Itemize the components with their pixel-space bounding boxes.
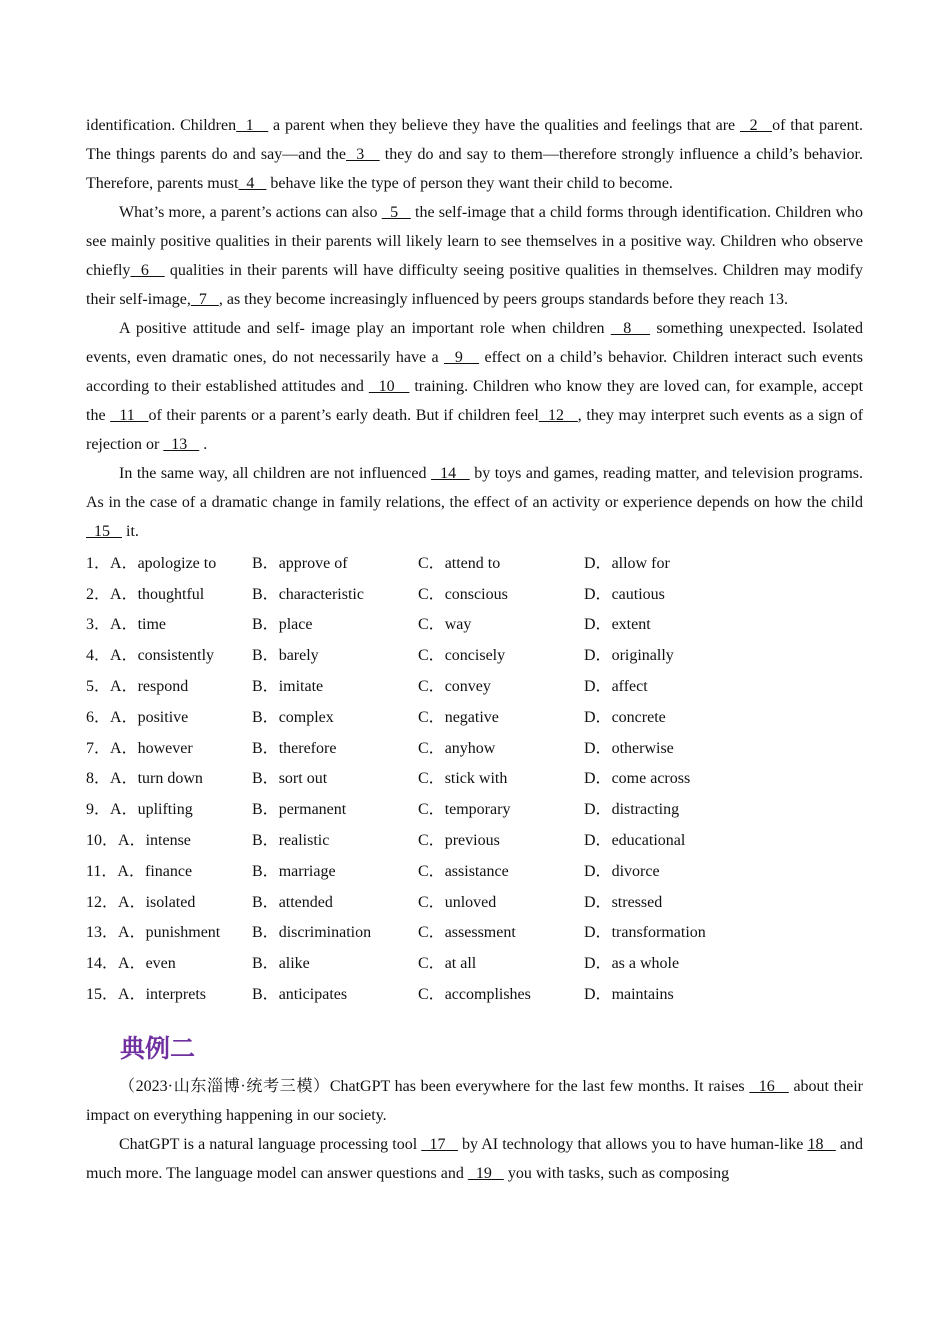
option-text: imitate xyxy=(278,678,324,696)
option-a[interactable] xyxy=(86,946,252,977)
option-letter: B． xyxy=(252,893,279,911)
question-number: 13． xyxy=(86,924,119,942)
option-b[interactable] xyxy=(252,854,418,885)
answer-blank: 8 xyxy=(610,320,651,337)
option-letter: A． xyxy=(118,924,146,942)
option-text: cautious xyxy=(611,585,665,603)
answer-blank: 15 xyxy=(86,523,122,540)
option-d[interactable] xyxy=(584,577,784,608)
passage-1 xyxy=(86,111,863,546)
option-text: consistently xyxy=(137,647,215,665)
option-text: stick with xyxy=(444,770,508,788)
option-letter: C． xyxy=(418,986,445,1004)
passage-2 xyxy=(86,1072,863,1188)
option-b[interactable] xyxy=(252,946,418,977)
answer-blank: 1 xyxy=(236,117,269,134)
option-a[interactable] xyxy=(86,638,252,669)
option-c[interactable] xyxy=(418,823,584,854)
paragraph-text: effect on a child’s behavior. Children interact such events according to their established attitudes and xyxy=(86,349,864,395)
option-text: negative xyxy=(444,708,499,726)
option-d[interactable] xyxy=(584,946,784,977)
answer-blank: 19 xyxy=(467,1164,504,1182)
option-text: therefore xyxy=(278,739,337,757)
option-text: come across xyxy=(611,770,691,788)
paragraph-text: , they may interpret such events as a sign of rejection or xyxy=(86,407,864,453)
option-letter: B． xyxy=(252,647,279,665)
option-b[interactable] xyxy=(252,638,418,669)
option-letter: C． xyxy=(418,955,445,973)
option-text: marriage xyxy=(278,862,336,880)
option-letter: C． xyxy=(418,832,445,850)
question-number: 5． xyxy=(86,678,111,696)
question-number: 6． xyxy=(86,708,111,726)
option-letter: A． xyxy=(110,770,138,788)
option-letter: D． xyxy=(584,678,612,696)
option-c[interactable] xyxy=(418,608,584,639)
option-text: assessment xyxy=(444,924,516,942)
paragraph-text: In the same way, all children are not influenced xyxy=(119,465,432,482)
option-letter: B． xyxy=(252,955,279,973)
options-table xyxy=(86,546,784,1008)
option-text: even xyxy=(145,955,176,973)
option-text: at all xyxy=(444,955,477,973)
answer-blank: 11 xyxy=(110,407,149,424)
option-text: extent xyxy=(611,616,651,634)
option-c[interactable] xyxy=(418,916,584,947)
option-text: attend to xyxy=(444,554,501,572)
paragraph-text: you with tasks, such as composing xyxy=(503,1164,730,1182)
option-letter: D． xyxy=(584,862,612,880)
option-b[interactable] xyxy=(252,700,418,731)
option-d[interactable] xyxy=(584,854,784,885)
option-letter: D． xyxy=(584,801,612,819)
option-a[interactable] xyxy=(86,823,252,854)
option-letter: B． xyxy=(252,708,279,726)
option-text: complex xyxy=(278,708,334,726)
option-text: otherwise xyxy=(611,739,674,757)
question-number: 10． xyxy=(86,832,119,850)
option-letter: B． xyxy=(252,739,279,757)
option-a[interactable] xyxy=(86,854,252,885)
option-text: conscious xyxy=(444,585,508,603)
option-b[interactable] xyxy=(252,762,418,793)
paragraph-text: qualities in their parents will have difficulty seeing positive qualities in themselves. Children may modify their self-image, xyxy=(86,262,863,308)
option-c[interactable] xyxy=(418,977,584,1008)
option-c[interactable] xyxy=(418,792,584,823)
paragraph xyxy=(86,1130,863,1188)
question-number: 1． xyxy=(86,554,111,572)
option-text: divorce xyxy=(611,862,660,880)
answer-blank: 18 xyxy=(807,1135,836,1153)
option-d[interactable] xyxy=(584,977,784,1008)
option-b[interactable] xyxy=(252,546,418,577)
paragraph-text: （2023·山东淄博·统考三模）ChatGPT has been everywhere for the last few months. It raises xyxy=(119,1077,750,1095)
option-a[interactable] xyxy=(86,885,252,916)
option-text: stressed xyxy=(611,893,663,911)
option-letter: D． xyxy=(584,955,612,973)
option-letter: A． xyxy=(110,647,138,665)
question-row xyxy=(86,792,784,823)
option-text: thoughtful xyxy=(137,585,205,603)
option-letter: D． xyxy=(584,708,612,726)
option-text: uplifting xyxy=(137,801,193,819)
paragraph-text: the self-image that a child forms through identification. Children who see mainly positive qualities in their parents will likely learn to see themselves in a positive way. Children who observe chiefly xyxy=(86,204,863,279)
option-letter: B． xyxy=(252,862,279,880)
option-text: previous xyxy=(444,832,500,850)
option-letter: A． xyxy=(110,708,138,726)
section-heading: 典例二 xyxy=(120,1033,196,1063)
option-a[interactable] xyxy=(86,546,252,577)
option-text: intense xyxy=(145,832,191,850)
option-b[interactable] xyxy=(252,977,418,1008)
option-letter: A． xyxy=(110,678,138,696)
option-letter: C． xyxy=(418,924,445,942)
option-text: alike xyxy=(278,955,310,973)
option-letter: A． xyxy=(117,862,145,880)
option-letter: A． xyxy=(110,554,138,572)
option-letter: D． xyxy=(584,893,612,911)
paragraph-text: by AI technology that allows you to have human-like xyxy=(457,1135,808,1153)
option-letter: B． xyxy=(252,832,279,850)
option-letter: A． xyxy=(118,955,146,973)
paragraph-text: , as they become increasingly influenced by peers groups standards before they reach 13. xyxy=(218,291,788,308)
option-text: isolated xyxy=(145,893,196,911)
option-b[interactable] xyxy=(252,669,418,700)
option-c[interactable] xyxy=(418,546,584,577)
option-letter: D． xyxy=(584,924,612,942)
paragraph-text: A positive attitude and self- image play an important role when children xyxy=(119,320,611,337)
answer-blank: 4 xyxy=(238,175,267,192)
option-letter: B． xyxy=(252,924,279,942)
question-row xyxy=(86,946,784,977)
option-letter: B． xyxy=(252,770,279,788)
option-letter: B． xyxy=(252,554,279,572)
option-c[interactable] xyxy=(418,854,584,885)
paragraph-text: something unexpected. Isolated events, even dramatic ones, do not necessarily have a xyxy=(86,320,863,366)
option-text: approve of xyxy=(278,554,348,572)
answer-blank: 10 xyxy=(368,378,410,395)
question-number: 4． xyxy=(86,647,111,665)
option-letter: C． xyxy=(418,862,445,880)
document-page xyxy=(86,111,863,1188)
answer-blank: 2 xyxy=(739,117,773,134)
option-letter: C． xyxy=(418,678,445,696)
paragraph xyxy=(86,459,863,546)
option-text: punishment xyxy=(145,924,221,942)
option-c[interactable] xyxy=(418,885,584,916)
option-letter: D． xyxy=(584,832,612,850)
option-text: positive xyxy=(137,708,189,726)
question-number: 7． xyxy=(86,739,111,757)
option-text: transformation xyxy=(611,924,706,942)
answer-blank: 14 xyxy=(431,465,470,482)
option-a[interactable] xyxy=(86,792,252,823)
option-letter: B． xyxy=(252,986,279,1004)
question-row xyxy=(86,546,784,577)
option-text: respond xyxy=(137,678,189,696)
question-number: 15． xyxy=(86,986,119,1004)
option-text: as a whole xyxy=(611,955,680,973)
option-text: assistance xyxy=(444,862,509,880)
option-letter: A． xyxy=(118,893,146,911)
paragraph-text: by toys and games, reading matter, and television programs. As in the case of a dramatic change in family relations, the effect of an activity or experience depends on how the child xyxy=(86,465,864,511)
option-text: anyhow xyxy=(444,739,496,757)
option-d[interactable] xyxy=(584,638,784,669)
answer-blank: 16 xyxy=(749,1077,789,1095)
option-text: maintains xyxy=(611,986,674,1004)
option-d[interactable] xyxy=(584,916,784,947)
option-text: realistic xyxy=(278,832,330,850)
option-a[interactable] xyxy=(86,577,252,608)
question-row xyxy=(86,977,784,1008)
option-c[interactable] xyxy=(418,731,584,762)
paragraph-text: What’s more, a parent’s actions can also xyxy=(119,204,382,221)
question-row xyxy=(86,638,784,669)
option-text: temporary xyxy=(444,801,511,819)
option-d[interactable] xyxy=(584,546,784,577)
answer-blank: 6 xyxy=(130,262,165,279)
answer-blank: 9 xyxy=(443,349,480,366)
option-a[interactable] xyxy=(86,669,252,700)
option-text: attended xyxy=(278,893,333,911)
option-letter: D． xyxy=(584,986,612,1004)
option-b[interactable] xyxy=(252,731,418,762)
option-letter: A． xyxy=(110,585,138,603)
question-row xyxy=(86,854,784,885)
question-row xyxy=(86,731,784,762)
option-text: however xyxy=(137,739,193,757)
option-b[interactable] xyxy=(252,608,418,639)
option-text: turn down xyxy=(137,770,203,788)
option-text: permanent xyxy=(278,801,347,819)
option-text: sort out xyxy=(278,770,328,788)
answer-blank: 5 xyxy=(381,204,411,221)
question-number: 2． xyxy=(86,585,111,603)
option-text: affect xyxy=(611,678,648,696)
question-row xyxy=(86,916,784,947)
option-b[interactable] xyxy=(252,916,418,947)
option-letter: B． xyxy=(252,801,279,819)
option-d[interactable] xyxy=(584,823,784,854)
option-text: unloved xyxy=(444,893,497,911)
answer-blank: 3 xyxy=(346,146,380,163)
option-text: way xyxy=(444,616,472,634)
question-number: 3． xyxy=(86,616,111,634)
option-d[interactable] xyxy=(584,792,784,823)
option-letter: C． xyxy=(418,801,445,819)
question-row xyxy=(86,577,784,608)
option-text: educational xyxy=(611,832,686,850)
option-letter: A． xyxy=(118,832,146,850)
option-letter: C． xyxy=(418,739,445,757)
answer-blank: 7 xyxy=(190,291,219,308)
question-number: 14． xyxy=(86,955,119,973)
option-letter: D． xyxy=(584,647,612,665)
option-letter: A． xyxy=(110,616,138,634)
option-text: originally xyxy=(611,647,674,665)
option-text: barely xyxy=(278,647,319,665)
option-a[interactable] xyxy=(86,731,252,762)
option-letter: C． xyxy=(418,585,445,603)
option-text: apologize to xyxy=(137,554,217,572)
option-c[interactable] xyxy=(418,700,584,731)
question-row xyxy=(86,669,784,700)
option-letter: B． xyxy=(252,585,279,603)
paragraph xyxy=(86,198,863,314)
option-letter: A． xyxy=(118,986,146,1004)
option-c[interactable] xyxy=(418,669,584,700)
option-letter: D． xyxy=(584,554,612,572)
paragraph xyxy=(86,1072,863,1130)
paragraph-text: identification. Children xyxy=(86,117,237,134)
option-letter: C． xyxy=(418,708,445,726)
option-text: place xyxy=(278,616,313,634)
option-b[interactable] xyxy=(252,823,418,854)
answer-blank: 12 xyxy=(538,407,578,424)
option-text: convey xyxy=(444,678,491,696)
option-letter: C． xyxy=(418,647,445,665)
option-text: anticipates xyxy=(278,986,348,1004)
question-row xyxy=(86,885,784,916)
paragraph-text: . xyxy=(199,436,208,453)
option-a[interactable] xyxy=(86,762,252,793)
option-b[interactable] xyxy=(252,792,418,823)
option-text: interprets xyxy=(145,986,206,1004)
question-row xyxy=(86,823,784,854)
option-letter: C． xyxy=(418,616,445,634)
option-letter: C． xyxy=(418,893,445,911)
option-text: allow for xyxy=(611,554,670,572)
paragraph-text: they do and say to them—therefore strongly influence a child’s behavior. Therefore, parents must xyxy=(86,146,864,192)
option-d[interactable] xyxy=(584,885,784,916)
option-text: time xyxy=(137,616,167,634)
question-row xyxy=(86,700,784,731)
paragraph-text: it. xyxy=(122,523,139,540)
option-d[interactable] xyxy=(584,731,784,762)
option-letter: D． xyxy=(584,770,612,788)
answer-blank: 17 xyxy=(421,1135,458,1153)
paragraph-text: about their impact on everything happening in our society. xyxy=(86,1077,863,1124)
option-d[interactable] xyxy=(584,700,784,731)
question-number: 12． xyxy=(86,893,119,911)
paragraph-text: behave like the type of person they want their child to become. xyxy=(266,175,673,192)
option-a[interactable] xyxy=(86,977,252,1008)
option-letter: D． xyxy=(584,585,612,603)
option-letter: C． xyxy=(418,770,445,788)
option-d[interactable] xyxy=(584,762,784,793)
option-b[interactable] xyxy=(252,577,418,608)
answer-blank: 13 xyxy=(163,436,200,453)
question-number: 9． xyxy=(86,801,111,819)
option-letter: A． xyxy=(110,801,138,819)
option-c[interactable] xyxy=(418,638,584,669)
option-text: concisely xyxy=(444,647,506,665)
option-text: distracting xyxy=(611,801,680,819)
option-d[interactable] xyxy=(584,669,784,700)
option-text: characteristic xyxy=(278,585,364,603)
question-row xyxy=(86,608,784,639)
option-letter: A． xyxy=(110,739,138,757)
paragraph-text: ChatGPT is a natural language processing tool xyxy=(119,1135,422,1153)
paragraph-text: and much more. The language model can answer questions and xyxy=(86,1135,864,1182)
paragraph xyxy=(86,111,863,198)
option-c[interactable] xyxy=(418,946,584,977)
option-b[interactable] xyxy=(252,885,418,916)
paragraph xyxy=(86,314,863,459)
option-letter: C． xyxy=(418,554,445,572)
paragraph-text: training. Children who know they are loved can, for example, accept the xyxy=(86,378,864,424)
question-number: 8． xyxy=(86,770,111,788)
option-letter: D． xyxy=(584,739,612,757)
paragraph-text: of that parent. The things parents do and say—and the xyxy=(86,117,864,163)
option-c[interactable] xyxy=(418,577,584,608)
option-letter: D． xyxy=(584,616,612,634)
option-a[interactable] xyxy=(86,608,252,639)
option-text: concrete xyxy=(611,708,666,726)
option-c[interactable] xyxy=(418,762,584,793)
option-text: finance xyxy=(144,862,193,880)
question-row xyxy=(86,762,784,793)
option-letter: B． xyxy=(252,678,279,696)
option-d[interactable] xyxy=(584,608,784,639)
question-number: 11． xyxy=(86,862,118,880)
option-a[interactable] xyxy=(86,916,252,947)
option-text: discrimination xyxy=(278,924,372,942)
option-a[interactable] xyxy=(86,700,252,731)
option-letter: B． xyxy=(252,616,279,634)
paragraph-text: of their parents or a parent’s early death. But if children feel xyxy=(148,407,539,424)
option-text: accomplishes xyxy=(444,986,531,1004)
paragraph-text: a parent when they believe they have the qualities and feelings that are xyxy=(268,117,740,134)
